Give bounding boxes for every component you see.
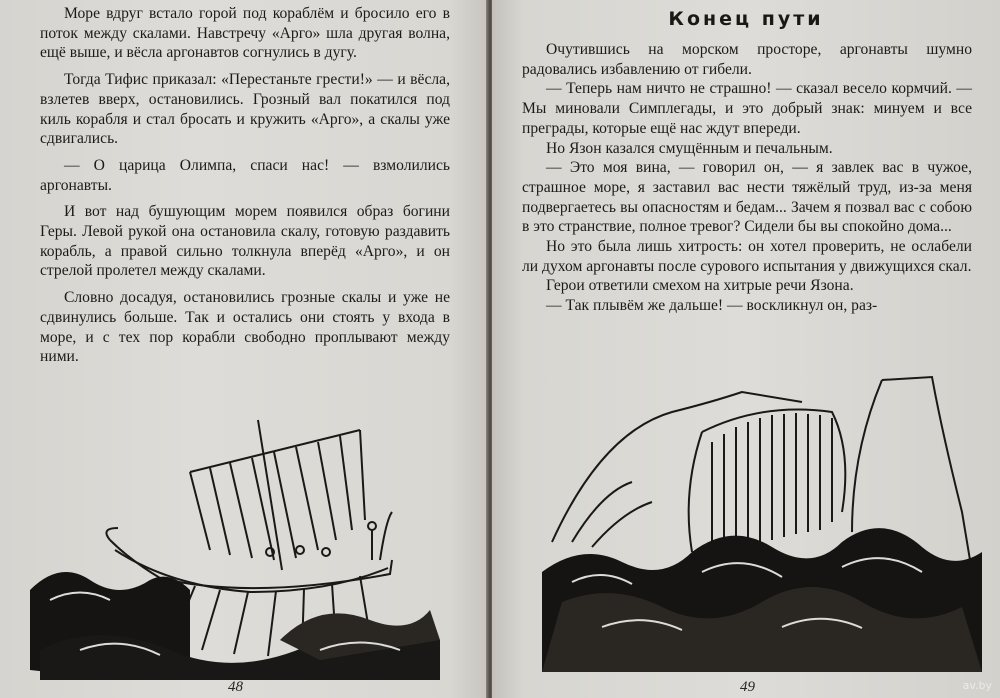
right-page-text bbox=[522, 40, 972, 316]
paragraph: Герои ответили смехом на хитрые речи Язона. bbox=[546, 277, 854, 295]
paragraph: Тогда Тифис приказал: «Перестаньте грести!» — и вёсла, взлетев вверх, остановились. Грозный вал покатился под киль корабля и стал бросать и кружить «Арго», а скалы уже сдвигались. bbox=[40, 71, 450, 148]
page-number: 49 bbox=[740, 679, 755, 695]
left-page bbox=[0, 0, 488, 698]
paragraph: Очутившись на морском просторе, аргонавты шумно радовались избавлению от гибели. bbox=[522, 41, 972, 78]
watermark: av.by bbox=[962, 679, 992, 692]
paragraph: — О царица Олимпа, спаси нас! — взмолились аргонавты. bbox=[40, 156, 450, 194]
paragraph: Море вдруг встало горой под кораблём и бросило его в поток между скалами. Навстречу «Арго» шла другая волна, ещё выше, и вёсла аргонавтов согнулись в дугу. bbox=[40, 5, 450, 62]
chapter-title: Конец пути bbox=[668, 8, 824, 30]
paragraph: — Это моя вина, — говорил он, — я завлек вас в чужое, страшное море, я заставил вас нести тяжёлый труд, из-за меня подвергаетесь вы опасностям и бедам... Зачем я позвал вас с собою в это странствие, полное тревог? Сидели бы вы спокойно дома... bbox=[522, 159, 972, 236]
paragraph: Но это была лишь хитрость: он хотел проверить, не ослабели ли духом аргонавты после сурового испытания у движущихся скал. bbox=[522, 238, 972, 275]
paragraph: Словно досадуя, остановились грозные скалы и уже не сдвинулись больше. Так и остались они стоять у входа в море, и с тех пор корабли свободно проплывают между ними. bbox=[40, 289, 450, 366]
rocks-and-waves-illustration bbox=[542, 372, 982, 672]
paragraph: — Теперь нам ничто не страшно! — сказал весело кормчий. — Мы миновали Симплегады, и это добрый знак: минуем и все преграды, которые ещё нас ждут впереди. bbox=[522, 80, 972, 137]
paragraph: Но Язон казался смущённым и печальным. bbox=[546, 139, 833, 157]
argo-ship-illustration bbox=[20, 400, 460, 680]
paragraph: — Так плывём же дальше! — воскликнул он, раз- bbox=[546, 297, 878, 315]
paragraph: И вот над бушующим морем появился образ богини Геры. Левой рукой она остановила скалу, готовую раздавить корабль, а правой сильно толкнула вперёд «Арго», и он стрелой пролетел между скалами. bbox=[40, 203, 450, 280]
right-page bbox=[492, 0, 1000, 698]
left-page-text bbox=[40, 4, 450, 367]
page-number: 48 bbox=[228, 679, 243, 695]
